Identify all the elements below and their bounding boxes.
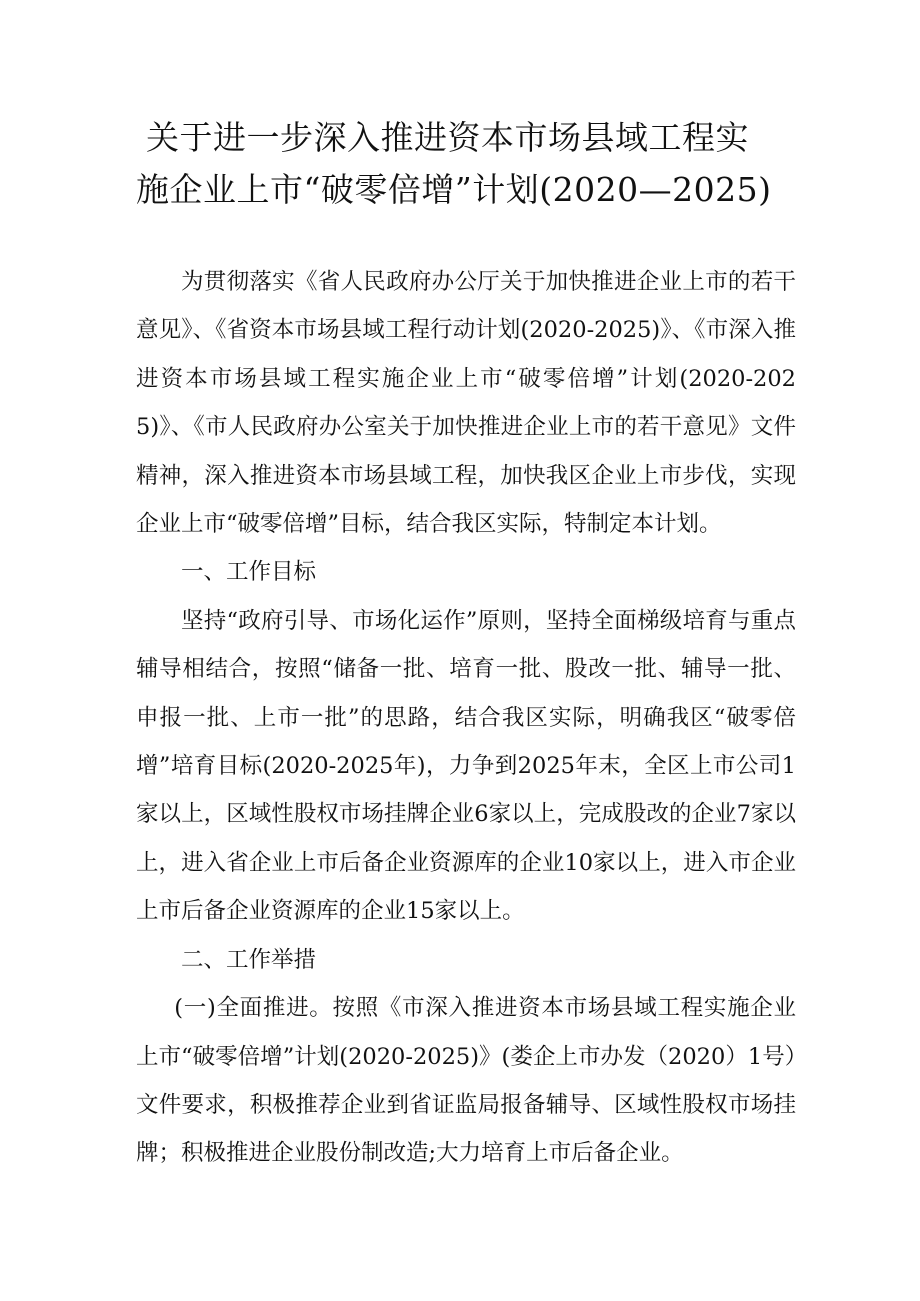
section-heading-work-goals: 一、工作目标 xyxy=(181,559,317,586)
section-heading-work-measures: 二、工作举措 xyxy=(181,946,317,973)
document-title xyxy=(136,112,796,216)
title-line-1: 关于进一步深入推进资本市场县域工程实 xyxy=(146,118,749,157)
intro-paragraph: 为贯彻落实《省人民政府办公厅关于加快推进企业上市的若干意见》、《省资本市场县域工程行动计划(2020-2025)》、《市深入推进资本市场县域工程实施企业上市“破零倍增”计划(2020-2025)》、《市人民政府办公室关于加快推进企业上市的若干意见》文件精神，深入推进资本市场县域工程，加快我区企业上市步伐，实现企业上市“破零倍增”目标，结合我区实际，特制定本计划。 xyxy=(136,269,796,538)
document-body xyxy=(136,258,796,1178)
work-goals-paragraph: 坚持“政府引导、市场化运作”原则，坚持全面梯级培育与重点辅导相结合，按照“储备一批、培育一批、股改一批、辅导一批、申报一批、上市一批”的思路，结合我区实际，明确我区“破零倍增”培育目标(2020-2025年)，力争到2025年末，全区上市公司1家以上，区域性股权市场挂牌企业6家以上，完成股改的企业7家以上，进入省企业上市后备企业资源库的企业10家以上，进入市企业上市后备企业资源库的企业15家以上。 xyxy=(136,607,796,925)
title-line-2: 施企业上市“破零倍增”计划(2020—2025) xyxy=(136,170,772,209)
measure-1-paragraph: (一)全面推进。按照《市深入推进资本市场县域工程实施企业上市“破零倍增”计划(2020-2025)》(娄企上市办发（2020）1号）文件要求，积极推荐企业到省证监局报备辅导、区域性股权市场挂牌；积极推进企业股份制改造;大力培育上市后备企业。 xyxy=(136,995,796,1167)
